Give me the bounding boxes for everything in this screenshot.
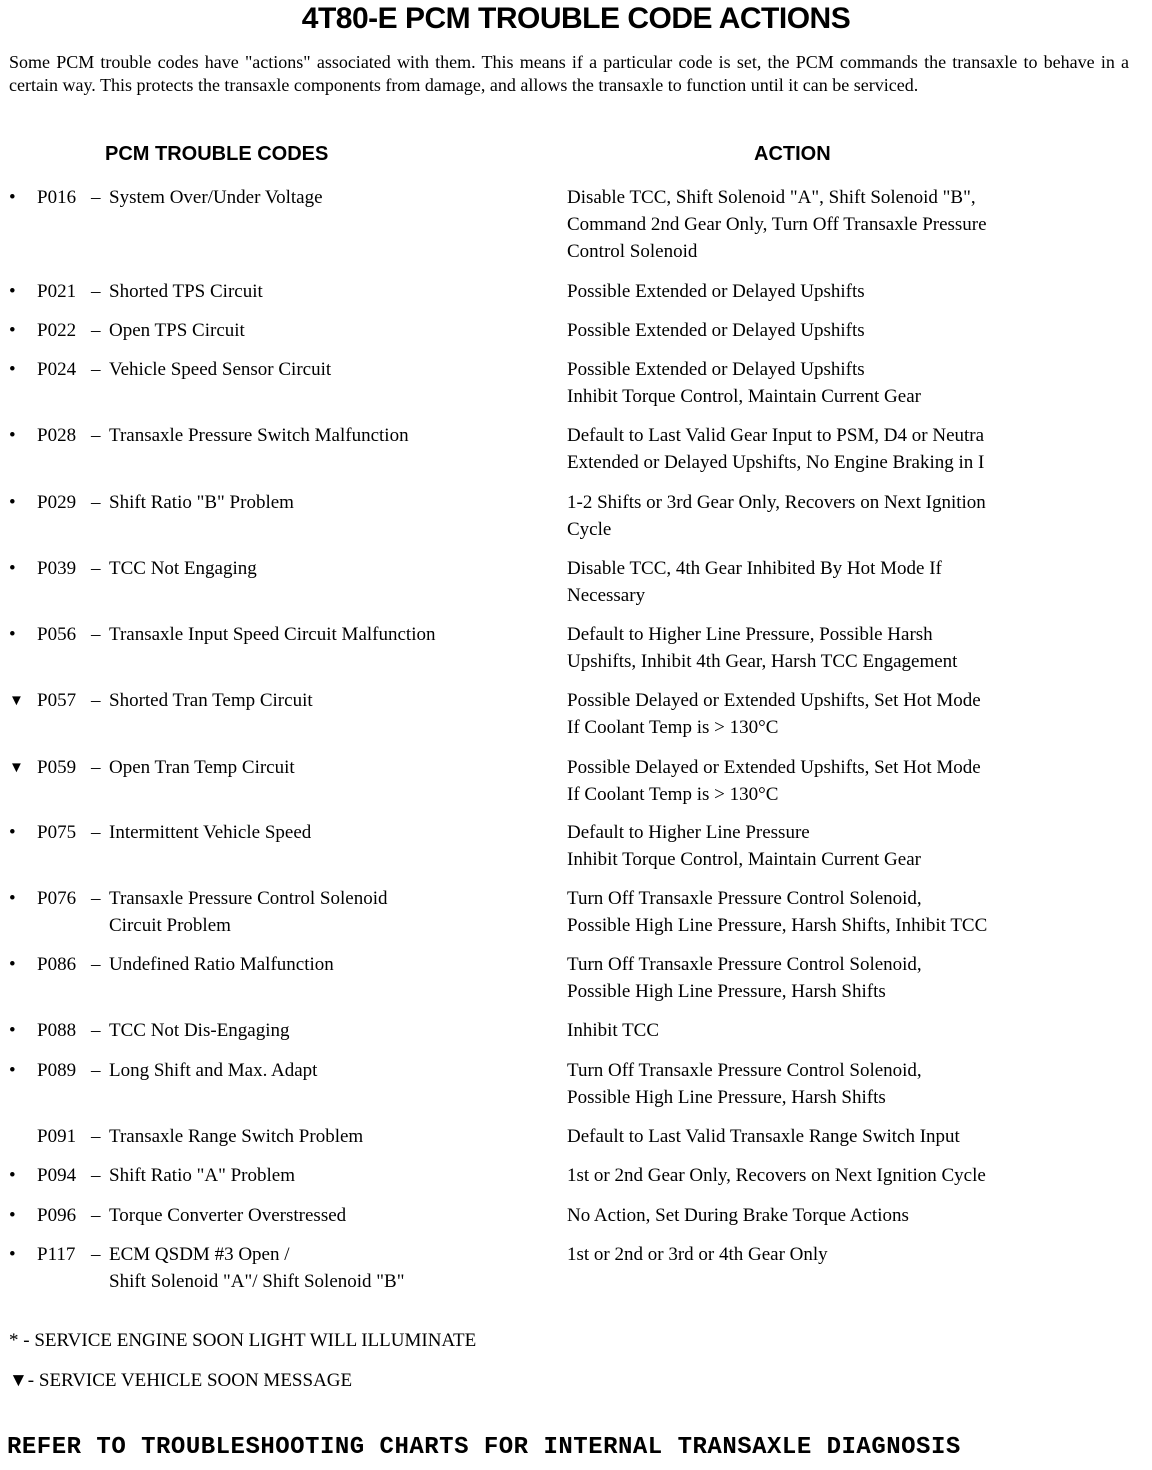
trouble-code: P075: [37, 822, 77, 843]
separator-dash: –: [91, 1165, 101, 1186]
trouble-code: P021: [37, 281, 77, 302]
action-column-header: ACTION: [754, 143, 831, 165]
code-description: [109, 687, 549, 714]
trouble-code: P096: [37, 1205, 77, 1226]
legend-service-engine-soon: * - SERVICE ENGINE SOON LIGHT WILL ILLUMINATE: [9, 1330, 477, 1351]
code-action: [567, 819, 1087, 873]
code-description: [109, 1123, 549, 1150]
code-description: [109, 1017, 549, 1044]
action-line: Possible High Line Pressure, Harsh Shifts: [567, 1087, 886, 1108]
code-description: [109, 1057, 549, 1084]
action-line: Default to Last Valid Transaxle Range Switch Input: [567, 1126, 960, 1147]
legend-service-vehicle-soon: ▼- SERVICE VEHICLE SOON MESSAGE: [9, 1370, 353, 1391]
action-line: If Coolant Temp is > 130°C: [567, 784, 779, 805]
description-line: TCC Not Dis-Engaging: [109, 1020, 290, 1041]
trouble-code: P094: [37, 1165, 77, 1186]
code-action: [567, 422, 1087, 476]
separator-dash: –: [91, 1205, 101, 1226]
service-vehicle-soon-marker: ▼: [9, 760, 24, 776]
code-description: [109, 819, 549, 846]
description-line: Long Shift and Max. Adapt: [109, 1060, 318, 1081]
service-engine-soon-marker: •: [9, 1205, 16, 1226]
description-line: Circuit Problem: [109, 915, 231, 936]
trouble-code: P091: [37, 1126, 77, 1147]
action-line: Upshifts, Inhibit 4th Gear, Harsh TCC Engagement: [567, 651, 958, 672]
separator-dash: –: [91, 187, 101, 208]
trouble-code: P029: [37, 492, 77, 513]
trouble-code: P089: [37, 1060, 77, 1081]
description-line: Transaxle Input Speed Circuit Malfunction: [109, 624, 436, 645]
code-action: [567, 754, 1087, 808]
action-line: Turn Off Transaxle Pressure Control Solenoid,: [567, 1060, 922, 1081]
action-line: Turn Off Transaxle Pressure Control Solenoid,: [567, 954, 922, 975]
code-description: [109, 1162, 549, 1189]
separator-dash: –: [91, 492, 101, 513]
action-line: Possible Delayed or Extended Upshifts, Set Hot Mode: [567, 757, 981, 778]
code-description: [109, 754, 549, 781]
separator-dash: –: [91, 1020, 101, 1041]
code-action: [567, 951, 1087, 1005]
trouble-code: P076: [37, 888, 77, 909]
description-line: Shift Ratio "B" Problem: [109, 492, 294, 513]
code-action: [567, 1162, 1087, 1189]
trouble-code: P022: [37, 320, 77, 341]
code-description: [109, 422, 549, 449]
description-line: Undefined Ratio Malfunction: [109, 954, 334, 975]
action-line: Command 2nd Gear Only, Turn Off Transaxle Pressure: [567, 214, 987, 235]
code-action: [567, 1123, 1087, 1150]
description-line: ECM QSDM #3 Open /: [109, 1244, 290, 1265]
separator-dash: –: [91, 359, 101, 380]
code-action: [567, 885, 1087, 939]
action-line: Inhibit Torque Control, Maintain Current Gear: [567, 849, 921, 870]
separator-dash: –: [91, 757, 101, 778]
service-engine-soon-marker: •: [9, 359, 16, 380]
code-action: [567, 555, 1087, 609]
service-engine-soon-marker: •: [9, 954, 16, 975]
trouble-code: P056: [37, 624, 77, 645]
code-action: [567, 356, 1087, 410]
code-action: [567, 1057, 1087, 1111]
service-engine-soon-marker: •: [9, 320, 16, 341]
action-line: Extended or Delayed Upshifts, No Engine Braking in I: [567, 452, 985, 473]
separator-dash: –: [91, 1126, 101, 1147]
action-line: Inhibit Torque Control, Maintain Current Gear: [567, 386, 921, 407]
service-engine-soon-marker: •: [9, 492, 16, 513]
action-line: No Action, Set During Brake Torque Actions: [567, 1205, 909, 1226]
trouble-code: P088: [37, 1020, 77, 1041]
description-line: System Over/Under Voltage: [109, 187, 323, 208]
service-vehicle-soon-marker: ▼: [9, 693, 24, 709]
trouble-code: P057: [37, 690, 77, 711]
service-engine-soon-marker: •: [9, 1020, 16, 1041]
action-line: Default to Higher Line Pressure: [567, 822, 810, 843]
code-action: [567, 278, 1087, 305]
action-line: 1-2 Shifts or 3rd Gear Only, Recovers on Next Ignition: [567, 492, 986, 513]
action-line: Default to Higher Line Pressure, Possible Harsh: [567, 624, 933, 645]
code-description: [109, 489, 549, 516]
separator-dash: –: [91, 320, 101, 341]
action-line: Possible Delayed or Extended Upshifts, Set Hot Mode: [567, 690, 981, 711]
code-description: [109, 278, 549, 305]
action-line: Possible High Line Pressure, Harsh Shifts: [567, 981, 886, 1002]
action-line: Disable TCC, 4th Gear Inhibited By Hot Mode If: [567, 558, 942, 579]
description-line: Torque Converter Overstressed: [109, 1205, 347, 1226]
separator-dash: –: [91, 281, 101, 302]
code-description: [109, 621, 549, 648]
service-engine-soon-marker: •: [9, 1165, 16, 1186]
separator-dash: –: [91, 425, 101, 446]
action-line: Control Solenoid: [567, 241, 698, 262]
description-line: Transaxle Pressure Control Solenoid: [109, 888, 388, 909]
code-action: [567, 1017, 1087, 1044]
trouble-code: P024: [37, 359, 77, 380]
separator-dash: –: [91, 1060, 101, 1081]
description-line: Shorted Tran Temp Circuit: [109, 690, 313, 711]
service-engine-soon-marker: •: [9, 888, 16, 909]
action-line: Default to Last Valid Gear Input to PSM, D4 or Neutra: [567, 425, 985, 446]
code-description: [109, 356, 549, 383]
description-line: Shift Ratio "A" Problem: [109, 1165, 295, 1186]
description-line: Intermittent Vehicle Speed: [109, 822, 312, 843]
code-description: [109, 1202, 549, 1229]
code-description: [109, 1241, 549, 1295]
code-action: [567, 184, 1087, 265]
separator-dash: –: [91, 888, 101, 909]
code-description: [109, 555, 549, 582]
service-engine-soon-marker: •: [9, 624, 16, 645]
action-line: Inhibit TCC: [567, 1020, 660, 1041]
service-engine-soon-marker: •: [9, 822, 16, 843]
trouble-code: P086: [37, 954, 77, 975]
description-line: Shift Solenoid "A"/ Shift Solenoid "B": [109, 1271, 405, 1292]
service-engine-soon-marker: •: [9, 558, 16, 579]
trouble-code: P059: [37, 757, 77, 778]
description-line: Vehicle Speed Sensor Circuit: [109, 359, 332, 380]
service-engine-soon-marker: •: [9, 1060, 16, 1081]
separator-dash: –: [91, 954, 101, 975]
service-engine-soon-marker: •: [9, 1244, 16, 1265]
code-description: [109, 317, 549, 344]
action-line: Turn Off Transaxle Pressure Control Solenoid,: [567, 888, 922, 909]
code-action: [567, 489, 1087, 543]
codes-column-header: PCM TROUBLE CODES: [105, 143, 329, 165]
code-action: [567, 317, 1087, 344]
description-line: Transaxle Pressure Switch Malfunction: [109, 425, 409, 446]
action-line: Possible Extended or Delayed Upshifts: [567, 359, 865, 380]
separator-dash: –: [91, 1244, 101, 1265]
code-action: [567, 621, 1087, 675]
code-action: [567, 1241, 1087, 1268]
action-line: Cycle: [567, 519, 612, 540]
action-line: Possible Extended or Delayed Upshifts: [567, 281, 865, 302]
service-engine-soon-marker: •: [9, 187, 16, 208]
description-line: Open TPS Circuit: [109, 320, 245, 341]
code-description: [109, 951, 549, 978]
trouble-code: P117: [37, 1244, 76, 1265]
page-title: 4T80-E PCM TROUBLE CODE ACTIONS: [301, 2, 851, 35]
description-line: Transaxle Range Switch Problem: [109, 1126, 364, 1147]
action-line: Possible High Line Pressure, Harsh Shifts, Inhibit TCC: [567, 915, 988, 936]
description-line: Shorted TPS Circuit: [109, 281, 263, 302]
separator-dash: –: [91, 822, 101, 843]
trouble-code: P039: [37, 558, 77, 579]
action-line: If Coolant Temp is > 130°C: [567, 717, 779, 738]
trouble-code: P028: [37, 425, 77, 446]
code-description: [109, 885, 549, 939]
code-action: [567, 687, 1087, 741]
trouble-code: P016: [37, 187, 77, 208]
separator-dash: –: [91, 690, 101, 711]
description-line: TCC Not Engaging: [109, 558, 257, 579]
separator-dash: –: [91, 624, 101, 645]
footer-note: REFER TO TROUBLESHOOTING CHARTS FOR INTERNAL TRANSAXLE DIAGNOSIS: [7, 1434, 961, 1461]
intro-paragraph: Some PCM trouble codes have "actions" associated with them. This means if a particular code is set, the PCM commands the transaxle to behave in a certain way. This protects the transaxle components from damage, and allows the transaxle to function until it can be serviced.: [9, 52, 1129, 95]
service-engine-soon-marker: •: [9, 425, 16, 446]
separator-dash: –: [91, 558, 101, 579]
action-line: 1st or 2nd Gear Only, Recovers on Next Ignition Cycle: [567, 1165, 986, 1186]
action-line: 1st or 2nd or 3rd or 4th Gear Only: [567, 1244, 828, 1265]
code-description: [109, 184, 549, 211]
action-line: Necessary: [567, 585, 646, 606]
description-line: Open Tran Temp Circuit: [109, 757, 295, 778]
code-action: [567, 1202, 1087, 1229]
action-line: Possible Extended or Delayed Upshifts: [567, 320, 865, 341]
action-line: Disable TCC, Shift Solenoid "A", Shift Solenoid "B",: [567, 187, 976, 208]
service-engine-soon-marker: •: [9, 281, 16, 302]
